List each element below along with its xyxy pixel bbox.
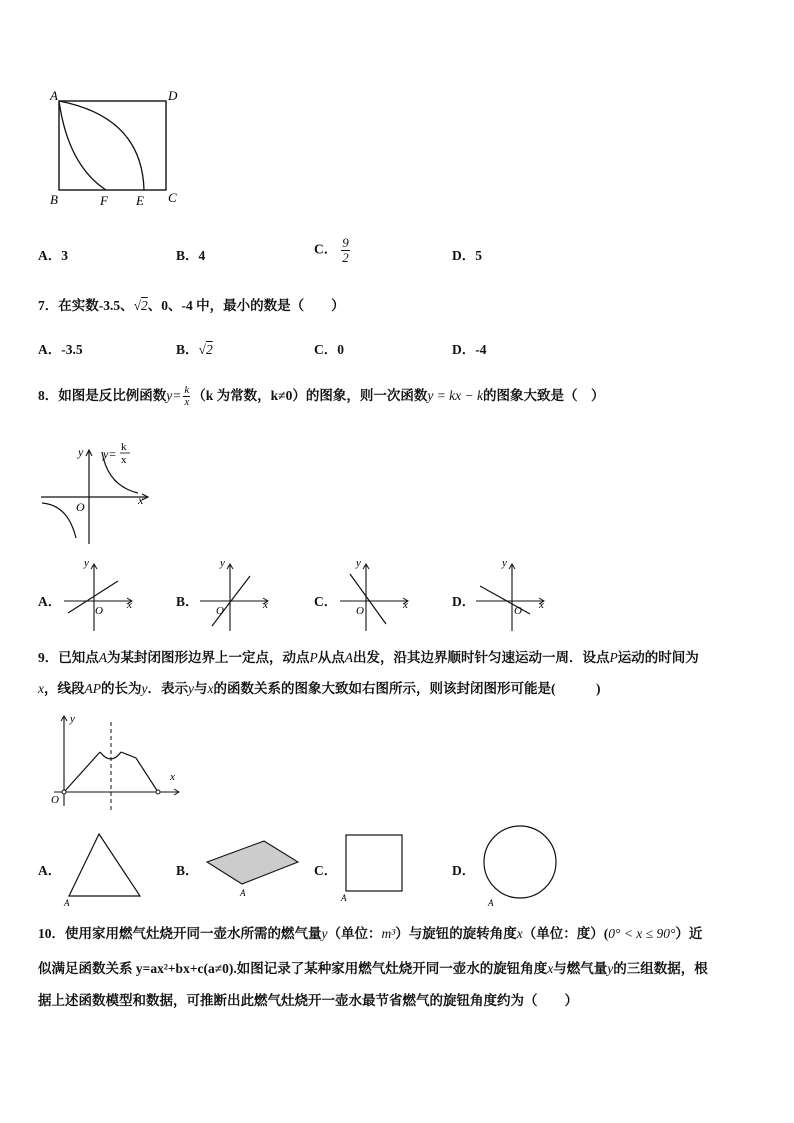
text: 10．使用家用燃气灶烧开同一壶水所需的燃气量 [38,926,322,941]
radicand: 2 [141,298,148,313]
range: 0° < x ≤ 90° [608,926,676,941]
denominator: x [184,396,190,409]
vertex-label: A [240,888,246,898]
q8-stem [38,384,605,408]
var: x [38,681,44,696]
text: ，线段 [44,681,85,696]
graph-segment-1 [64,752,100,792]
func-x: x [121,454,127,466]
arc-ae [59,101,144,190]
q9-option-d-circle[interactable] [478,822,564,908]
option-letter: D． [452,863,476,878]
option-value: 0 [337,342,344,357]
equals: = [172,388,182,403]
var: P [609,650,618,665]
option-letter: B． [176,863,199,878]
q9-function-graph [44,710,189,810]
y-label: y [356,557,361,569]
label-d: D [168,88,178,103]
q6-option-a[interactable] [38,244,68,264]
q9-option-a-letter[interactable] [38,859,61,879]
var: A [344,650,353,665]
q9-stem-line1 [38,646,699,666]
option-letter: C． [314,342,338,357]
label-f: F [100,193,108,208]
text: 与燃气量 [553,961,608,976]
var: AP [84,681,101,696]
option-letter: A． [38,594,62,609]
y-label: y [78,445,84,459]
var: x [516,926,523,941]
text: 出发，沿其边界顺时针匀速运动一周．设点 [353,650,610,665]
q9-option-a-triangle[interactable] [60,826,150,908]
linear-function: y = kx − k [427,388,484,403]
sqrt-expression: √2 [133,298,148,313]
q8-option-d-graph[interactable] [474,556,554,634]
text: 的长为 [101,681,142,696]
text: 据上述函数模型和数据，可推断出此燃气灶烧开一壶水最节省燃气的旋钮角度约为（ ） [38,993,578,1008]
q10-stem-line2 [38,957,708,977]
label-c: C [168,190,177,205]
numerator: k [184,384,190,397]
label-b: B [50,192,58,207]
option-letter: B． [176,342,199,357]
end-point [156,790,160,794]
option-letter: B． [176,594,199,609]
option-value: 3 [61,248,68,263]
text: 运动的时间为 [617,650,699,665]
origin-label: O [356,605,364,617]
q9-option-b-rhombus[interactable] [200,836,304,900]
x-label: x [263,599,268,611]
option-value: -4 [475,342,487,357]
text: ）近 [675,926,703,941]
text: 为某封闭图形边界上一定点，动点 [107,650,310,665]
text: 9．已知点 [38,650,99,665]
x-label: x [138,493,144,507]
origin-label: O [95,605,103,617]
option-letter: D． [452,594,476,609]
rhombus-shape [207,841,298,884]
q6-option-b[interactable] [176,244,205,264]
text: 似满足函数关系 y=ax²+bx+c(a≠0).如图记录了某种家用燃气灶烧开同一壶水的旋钮角度 [38,961,548,976]
graph-segment-2 [121,752,158,792]
q8-option-d-letter[interactable] [452,590,475,610]
var: A [98,650,107,665]
square-shape [346,835,402,891]
numerator: 9 [342,235,349,250]
q10-stem-line3 [38,989,578,1009]
q9-option-d-letter[interactable] [452,859,475,879]
q10-stem-line1 [38,922,702,942]
text: 从点 [317,650,345,665]
x-label: x [403,599,408,611]
start-point [62,790,66,794]
q7-option-d[interactable] [452,338,487,358]
label-e: E [136,193,144,208]
option-value: 4 [198,248,206,263]
q7-stem-suffix: 、0、-4 中，最小的数是（ ） [147,298,345,313]
func-label: y= [103,447,117,461]
q8-option-b-graph[interactable] [198,556,278,634]
var: y [141,681,148,696]
vertex-label: A [64,898,70,908]
origin-label: O [76,500,85,514]
q7-option-b[interactable] [176,338,213,358]
fraction [341,236,350,265]
q9-option-c-square[interactable] [338,828,408,904]
x-label: x [170,771,175,783]
var: x [207,681,214,696]
q9-stem-line2 [38,677,601,697]
q8-hyperbola-figure [38,438,158,548]
line-graph [68,581,118,613]
vertex-label: A [488,898,494,908]
radicand: 2 [205,342,213,357]
y-label: y [502,557,507,569]
option-letter: C． [314,594,338,609]
text: ．表示 [147,681,188,696]
triangle-shape [69,834,140,896]
q9-option-b-letter[interactable] [176,859,199,879]
y-label: y [220,557,225,569]
option-value: -3.5 [61,342,83,357]
q7-stem [38,294,345,314]
q7-option-a[interactable] [38,338,83,358]
option-letter: A． [38,863,62,878]
var: P [309,650,318,665]
q8-option-a-graph[interactable] [62,556,142,634]
q9-option-c-letter[interactable] [314,859,337,879]
q7-stem-prefix: 7．在实数 [38,298,99,313]
text: （单位：度）( [522,926,609,941]
option-letter: C． [314,863,338,878]
option-letter: D． [452,342,476,357]
text: （单位： [327,926,382,941]
q8-option-b-letter[interactable] [176,590,199,610]
label-a: A [50,88,58,103]
text: ）与旋钮的旋转角度 [395,926,517,941]
var-y: y [166,388,173,403]
text: 与 [194,681,208,696]
q8-option-c-letter[interactable] [314,590,337,610]
option-letter: A． [38,248,62,263]
rectangle-abcd [59,101,166,190]
option-value: 5 [475,248,482,263]
x-label: x [127,599,132,611]
text: 的三组数据，根 [613,961,708,976]
option-letter: B． [176,248,199,263]
func-k: k [121,441,127,453]
text: 的函数关系的图象大致如右图所示，则该封闭图形可能是( ) [213,681,601,696]
var: x [547,961,554,976]
q8-option-c-graph[interactable] [338,556,418,634]
vertex-label: A [341,893,347,903]
sqrt-expression: √2 [198,342,213,357]
fraction-k-over-x [183,385,190,408]
var: y [607,961,614,976]
option-letter: D． [452,248,476,263]
y-label: y [70,713,75,725]
origin-label: O [216,605,224,617]
q6-option-d[interactable] [452,244,482,264]
option-letter: A． [38,342,62,357]
q8-stem-mid: （k 为常数，k≠0）的图象，则一次函数 [192,388,428,403]
q8-stem-prefix: 8．如图是反比例函数 [38,388,167,403]
x-label: x [539,599,544,611]
origin-label: O [51,794,59,806]
unit: m³ [381,926,396,941]
q8-stem-suffix: 的图象大致是（ ） [483,388,605,403]
q6-option-c[interactable] [314,236,350,265]
line-graph [480,586,530,614]
hyperbola-branch-3 [42,503,76,538]
q8-option-a-letter[interactable] [38,590,61,610]
q7-stem-a: -3.5、 [98,298,134,313]
y-label: y [84,557,89,569]
q6-rectangle-figure [40,85,190,210]
denominator: 2 [342,250,349,265]
var: y [188,681,194,696]
var: y [321,926,328,941]
circle-shape [484,826,556,898]
origin-label: O [514,605,522,617]
option-letter: C． [314,241,338,257]
q7-option-c[interactable] [314,338,344,358]
